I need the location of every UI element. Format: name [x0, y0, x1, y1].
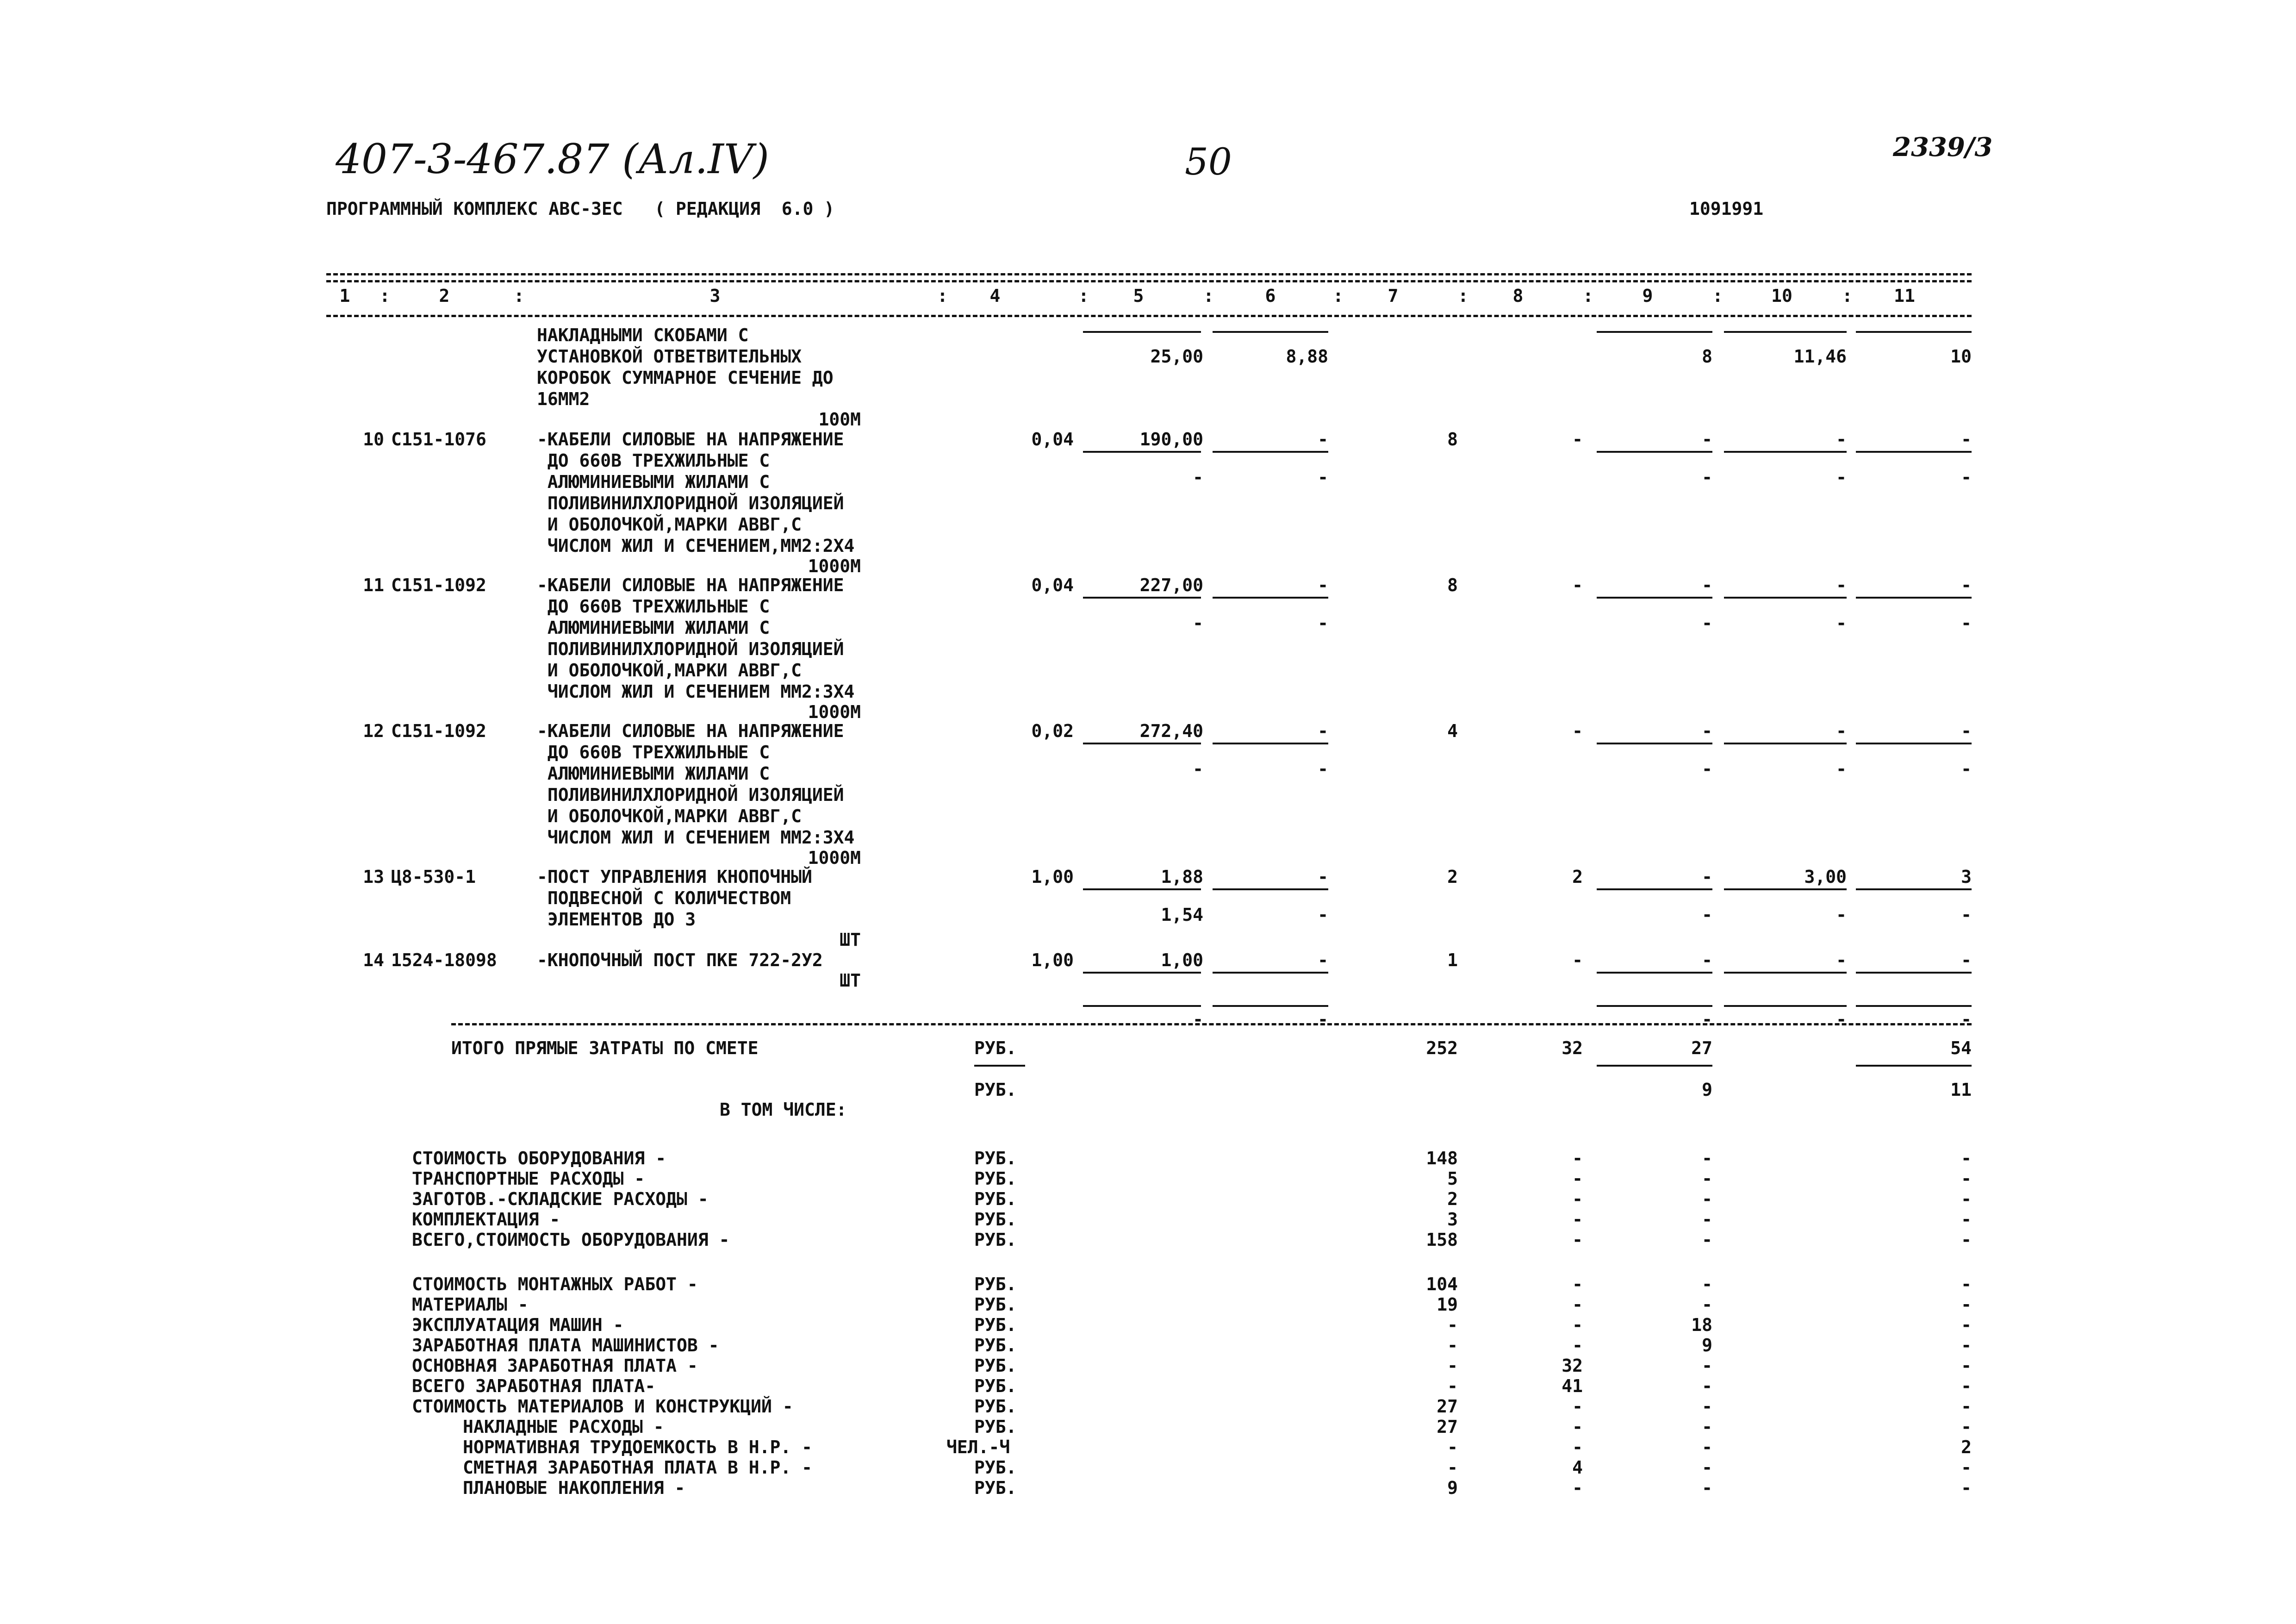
item-col-c8: - — [1572, 429, 1583, 450]
breakdown-col11: - — [1961, 1417, 1972, 1437]
column-number-7: 7 — [1388, 286, 1399, 306]
item-rule-c11 — [1856, 451, 1972, 453]
item-col-c10b: - — [1836, 905, 1847, 925]
item-col-c9b: - — [1702, 613, 1712, 633]
item-col-c6: 8,88 — [1286, 346, 1328, 367]
breakdown-col7: 3 — [1447, 1209, 1458, 1230]
item-description: НАКЛАДНЫМИ СКОБАМИ С УСТАНОВКОЙ ОТВЕТВИТЕЛЬНЫХ КОРОБОК СУММАРНОЕ СЕЧЕНИЕ ДО 16ММ2 — [537, 325, 834, 409]
item-col-c9: - — [1702, 867, 1712, 887]
item-col-c10: - — [1836, 429, 1847, 450]
breakdown-col8: - — [1572, 1396, 1583, 1417]
breakdown-unit: РУБ. — [974, 1335, 1017, 1355]
item-col-c6b: - — [1318, 1009, 1328, 1030]
column-separator-4: : — [1078, 286, 1089, 306]
item-rule-c5 — [1083, 972, 1201, 974]
breakdown-label: ПЛАНОВЫЕ НАКОПЛЕНИЯ - — [463, 1478, 685, 1498]
breakdown-unit: РУБ. — [974, 1478, 1017, 1498]
breakdown-col11: - — [1961, 1209, 1972, 1230]
item-col-c6b: - — [1318, 467, 1328, 487]
item-col-c11b: - — [1961, 1009, 1972, 1030]
item-number: 13 — [363, 867, 384, 887]
breakdown-col11: - — [1961, 1335, 1972, 1355]
item-rule-c5 — [1083, 597, 1201, 599]
breakdown-col7: - — [1447, 1315, 1458, 1335]
breakdown-col8: - — [1572, 1315, 1583, 1335]
item-rule-c9 — [1597, 888, 1712, 890]
totals-col11-b: 11 — [1950, 1080, 1972, 1100]
item-rule-2-c6 — [1213, 1005, 1328, 1007]
breakdown-label: НОРМАТИВНАЯ ТРУДОЕМКОСТЬ В Н.Р. - — [463, 1437, 812, 1457]
breakdown-col9: - — [1702, 1417, 1712, 1437]
totals-unit-2: РУБ. — [974, 1080, 1017, 1100]
breakdown-col11: 2 — [1961, 1437, 1972, 1457]
item-col-c11: - — [1961, 721, 1972, 741]
column-number-11: 11 — [1894, 286, 1915, 306]
totals-col8: 32 — [1562, 1038, 1583, 1058]
item-rule-c9 — [1597, 451, 1712, 453]
item-rule-c10 — [1724, 972, 1847, 974]
breakdown-col8: 4 — [1572, 1457, 1583, 1478]
totals-col9: 27 — [1691, 1038, 1712, 1058]
breakdown-col7: 158 — [1426, 1230, 1458, 1250]
item-col-c10b: - — [1836, 1009, 1847, 1030]
column-number-2: 2 — [439, 286, 450, 306]
item-rule-c5 — [1083, 743, 1201, 744]
item-col-c9: 8 — [1702, 346, 1712, 367]
totals-unit: РУБ. — [974, 1038, 1017, 1058]
breakdown-col8: - — [1572, 1209, 1583, 1230]
breakdown-col11: - — [1961, 1396, 1972, 1417]
item-col-c11: - — [1961, 429, 1972, 450]
item-rule-c6 — [1213, 597, 1328, 599]
breakdown-col7: 104 — [1426, 1274, 1458, 1294]
breakdown-col9: - — [1702, 1437, 1712, 1457]
column-separator-6: : — [1333, 286, 1344, 306]
breakdown-col9: - — [1702, 1230, 1712, 1250]
breakdown-col7: 9 — [1447, 1478, 1458, 1498]
column-number-6: 6 — [1265, 286, 1276, 306]
item-col-c11: - — [1961, 575, 1972, 595]
item-col-c11: - — [1961, 950, 1972, 970]
breakdown-col8: - — [1572, 1189, 1583, 1209]
breakdown-col8: - — [1572, 1478, 1583, 1498]
item-col-c5: 1,00 — [1161, 950, 1203, 970]
program-line: ПРОГРАММНЫЙ КОМПЛЕКС АВС-3ЕС ( РЕДАКЦИЯ 6.0 ) — [326, 199, 835, 219]
breakdown-col8: 32 — [1562, 1355, 1583, 1376]
item-number: 14 — [363, 950, 384, 970]
breakdown-label: ВСЕГО,СТОИМОСТЬ ОБОРУДОВАНИЯ - — [412, 1230, 730, 1250]
breakdown-label: МАТЕРИАЛЫ - — [412, 1294, 529, 1315]
breakdown-col8: - — [1572, 1168, 1583, 1189]
breakdown-col9: - — [1702, 1148, 1712, 1168]
breakdown-unit: РУБ. — [974, 1189, 1017, 1209]
breakdown-col9: 9 — [1702, 1335, 1712, 1355]
item-col-c5b: - — [1193, 759, 1203, 779]
item-col-c7: 8 — [1447, 575, 1458, 595]
item-rule-c9 — [1597, 743, 1712, 744]
totals-rule — [451, 1023, 1972, 1025]
breakdown-col8: - — [1572, 1335, 1583, 1355]
item-rule-2-c9 — [1597, 1005, 1712, 1007]
breakdown-col7: 5 — [1447, 1168, 1458, 1189]
item-col-c10: - — [1836, 575, 1847, 595]
breakdown-col9: - — [1702, 1396, 1712, 1417]
breakdown-label: НАКЛАДНЫЕ РАСХОДЫ - — [463, 1417, 664, 1437]
sheet-reference: 2339/3 — [1893, 132, 1993, 162]
item-rule-c11 — [1856, 743, 1972, 744]
header-bottom-rule — [326, 315, 1972, 317]
item-col-c11b: - — [1961, 759, 1972, 779]
item-col-c5: 1,88 — [1161, 867, 1203, 887]
totals-sub-rule-9 — [1597, 1065, 1712, 1067]
breakdown-col7: - — [1447, 1437, 1458, 1457]
breakdown-col9: - — [1702, 1376, 1712, 1396]
item-number: 10 — [363, 429, 384, 450]
breakdown-unit: РУБ. — [974, 1274, 1017, 1294]
item-col-c10b: - — [1836, 759, 1847, 779]
breakdown-col7: 2 — [1447, 1189, 1458, 1209]
breakdown-col11: - — [1961, 1274, 1972, 1294]
item-unit: ШТ — [840, 930, 861, 950]
item-col-c5b: 1,54 — [1161, 905, 1203, 925]
item-rule-c10 — [1724, 331, 1847, 333]
item-col-c5: 25,00 — [1150, 346, 1203, 367]
breakdown-unit: РУБ. — [974, 1148, 1017, 1168]
item-col-c9: - — [1702, 721, 1712, 741]
breakdown-col11: - — [1961, 1294, 1972, 1315]
item-col-c6b: - — [1318, 905, 1328, 925]
breakdown-label: ВСЕГО ЗАРАБОТНАЯ ПЛАТА- — [412, 1376, 656, 1396]
item-col-qty: 1,00 — [1031, 867, 1074, 887]
breakdown-unit: РУБ. — [974, 1168, 1017, 1189]
item-rule-c11 — [1856, 331, 1972, 333]
breakdown-unit: РУБ. — [974, 1417, 1017, 1437]
item-col-qty: 0,02 — [1031, 721, 1074, 741]
column-number-1: 1 — [339, 286, 350, 306]
item-col-c6b: - — [1318, 613, 1328, 633]
item-col-c10: - — [1836, 950, 1847, 970]
item-description: -КНОПОЧНЫЙ ПОСТ ПКЕ 722-2У2 — [537, 950, 823, 970]
breakdown-col9: - — [1702, 1274, 1712, 1294]
column-number-8: 8 — [1512, 286, 1524, 306]
breakdown-col7: - — [1447, 1335, 1458, 1355]
item-rule-c9 — [1597, 972, 1712, 974]
item-col-c11: 3 — [1961, 867, 1972, 887]
breakdown-label: ЭКСПЛУАТАЦИЯ МАШИН - — [412, 1315, 624, 1335]
breakdown-unit: РУБ. — [974, 1230, 1017, 1250]
item-col-c5: 190,00 — [1139, 429, 1203, 450]
item-code: 1524-18098 — [391, 950, 497, 970]
item-col-c7: 2 — [1447, 867, 1458, 887]
totals-label: ИТОГО ПРЯМЫЕ ЗАТРАТЫ ПО СМЕТЕ — [451, 1038, 759, 1058]
item-unit: 1000М — [808, 556, 861, 576]
item-rule-c5 — [1083, 888, 1201, 890]
item-col-c5: 227,00 — [1139, 575, 1203, 595]
item-col-c7: 1 — [1447, 950, 1458, 970]
totals-col9-b: 9 — [1702, 1080, 1712, 1100]
breakdown-label: СМЕТНАЯ ЗАРАБОТНАЯ ПЛАТА В Н.Р. - — [463, 1457, 812, 1478]
item-col-c11b: - — [1961, 467, 1972, 487]
column-separator-8: : — [1583, 286, 1593, 306]
column-separator-7: : — [1458, 286, 1468, 306]
breakdown-col9: - — [1702, 1294, 1712, 1315]
item-code: С151-1092 — [391, 721, 486, 741]
item-col-c9b: - — [1702, 905, 1712, 925]
item-rule-c6 — [1213, 888, 1328, 890]
item-col-c10: 11,46 — [1793, 346, 1847, 367]
item-number: 12 — [363, 721, 384, 741]
item-rule-c11 — [1856, 597, 1972, 599]
breakdown-col11: - — [1961, 1168, 1972, 1189]
item-rule-c6 — [1213, 331, 1328, 333]
breakdown-col7: - — [1447, 1457, 1458, 1478]
column-separator-1: : — [380, 286, 390, 306]
breakdown-col7: - — [1447, 1376, 1458, 1396]
table-top-rule — [326, 273, 1972, 275]
breakdown-col8: - — [1572, 1437, 1583, 1457]
breakdown-col7: 148 — [1426, 1148, 1458, 1168]
breakdown-col11: - — [1961, 1315, 1972, 1335]
item-description: -КАБЕЛИ СИЛОВЫЕ НА НАПРЯЖЕНИЕ ДО 660В ТРЕХЖИЛЬНЫЕ С АЛЮМИНИЕВЫМИ ЖИЛАМИ С ПОЛИВИНИЛХЛОРИДНОЙ ИЗОЛЯЦИЕЙ И ОБОЛОЧКОЙ,МАРКИ АВВГ,С ЧИСЛОМ ЖИЛ И СЕЧЕНИЕМ ММ2:3Х4 — [537, 721, 855, 848]
breakdown-label: СТОИМОСТЬ ОБОРУДОВАНИЯ - — [412, 1148, 666, 1168]
item-description: -КАБЕЛИ СИЛОВЫЕ НА НАПРЯЖЕНИЕ ДО 660В ТРЕХЖИЛЬНЫЕ С АЛЮМИНИЕВЫМИ ЖИЛАМИ С ПОЛИВИНИЛХЛОРИДНОЙ ИЗОЛЯЦИЕЙ И ОБОЛОЧКОЙ,МАРКИ АВВГ,С ЧИСЛОМ ЖИЛ И СЕЧЕНИЕМ ММ2:3Х4 — [537, 575, 855, 702]
item-col-c6: - — [1318, 721, 1328, 741]
item-rule-c10 — [1724, 743, 1847, 744]
item-col-qty: 0,04 — [1031, 429, 1074, 450]
item-code: С151-1076 — [391, 429, 486, 450]
item-unit: 1000М — [808, 848, 861, 868]
breakdown-col7: 27 — [1437, 1417, 1458, 1437]
item-col-c6: - — [1318, 429, 1328, 450]
breakdown-unit: ЧЕЛ.-Ч — [946, 1437, 1010, 1457]
item-rule-c11 — [1856, 888, 1972, 890]
item-col-c8: - — [1572, 950, 1583, 970]
breakdown-col8: - — [1572, 1417, 1583, 1437]
table-top-rule-2 — [326, 280, 1972, 282]
column-separator-5: : — [1203, 286, 1214, 306]
breakdown-unit: РУБ. — [974, 1294, 1017, 1315]
item-col-c6: - — [1318, 867, 1328, 887]
column-number-4: 4 — [989, 286, 1001, 306]
totals-sub-rule-4 — [974, 1065, 1025, 1067]
item-rule-c6 — [1213, 743, 1328, 744]
document-id: 1091991 — [1689, 199, 1764, 219]
item-rule-2-c10 — [1724, 1005, 1847, 1007]
item-rule-2-c5 — [1083, 1005, 1201, 1007]
breakdown-label: СТОИМОСТЬ МАТЕРИАЛОВ И КОНСТРУКЦИЙ - — [412, 1396, 793, 1417]
breakdown-col11: - — [1961, 1230, 1972, 1250]
item-col-qty: 1,00 — [1031, 950, 1074, 970]
column-separator-9: : — [1712, 286, 1723, 306]
breakdown-label: КОМПЛЕКТАЦИЯ - — [412, 1209, 560, 1230]
column-separator-2: : — [514, 286, 524, 306]
breakdown-unit: РУБ. — [974, 1315, 1017, 1335]
document-code: 407-3-467.87 (Ал.IV) — [336, 135, 769, 183]
column-number-9: 9 — [1642, 286, 1653, 306]
item-col-c11b: - — [1961, 905, 1972, 925]
totals-col7: 252 — [1426, 1038, 1458, 1058]
breakdown-col7: - — [1447, 1355, 1458, 1376]
item-col-c9: - — [1702, 575, 1712, 595]
item-col-c7: 8 — [1447, 429, 1458, 450]
item-col-c6b: - — [1318, 759, 1328, 779]
item-code: С151-1092 — [391, 575, 486, 595]
item-rule-c5 — [1083, 451, 1201, 453]
breakdown-col11: - — [1961, 1355, 1972, 1376]
breakdown-col9: - — [1702, 1209, 1712, 1230]
including-label: В ТОМ ЧИСЛЕ: — [720, 1099, 847, 1120]
breakdown-col9: - — [1702, 1478, 1712, 1498]
item-rule-c11 — [1856, 972, 1972, 974]
item-unit: 100М — [818, 409, 861, 430]
column-number-5: 5 — [1133, 286, 1144, 306]
column-number-3: 3 — [709, 286, 721, 306]
item-col-c10b: - — [1836, 613, 1847, 633]
breakdown-col11: - — [1961, 1189, 1972, 1209]
breakdown-unit: РУБ. — [974, 1396, 1017, 1417]
item-col-c6: - — [1318, 575, 1328, 595]
breakdown-label: СТОИМОСТЬ МОНТАЖНЫХ РАБОТ - — [412, 1274, 698, 1294]
item-col-c5b: - — [1193, 613, 1203, 633]
breakdown-col11: - — [1961, 1457, 1972, 1478]
item-col-c10: 3,00 — [1804, 867, 1847, 887]
item-description: -КАБЕЛИ СИЛОВЫЕ НА НАПРЯЖЕНИЕ ДО 660В ТРЕХЖИЛЬНЫЕ С АЛЮМИНИЕВЫМИ ЖИЛАМИ С ПОЛИВИНИЛХЛОРИДНОЙ ИЗОЛЯЦИЕЙ И ОБОЛОЧКОЙ,МАРКИ АВВГ,С ЧИСЛОМ ЖИЛ И СЕЧЕНИЕМ,ММ2:2Х4 — [537, 429, 855, 556]
item-unit: 1000М — [808, 702, 861, 722]
breakdown-col7: 27 — [1437, 1396, 1458, 1417]
item-rule-c6 — [1213, 972, 1328, 974]
breakdown-col9: - — [1702, 1168, 1712, 1189]
breakdown-col8: 41 — [1562, 1376, 1583, 1396]
item-number: 11 — [363, 575, 384, 595]
item-unit: ШТ — [840, 970, 861, 991]
item-rule-c6 — [1213, 451, 1328, 453]
item-rule-c9 — [1597, 331, 1712, 333]
item-col-c11: 10 — [1950, 346, 1972, 367]
item-rule-c10 — [1724, 597, 1847, 599]
breakdown-col9: 18 — [1691, 1315, 1712, 1335]
breakdown-col8: - — [1572, 1274, 1583, 1294]
item-rule-c10 — [1724, 888, 1847, 890]
breakdown-col7: 19 — [1437, 1294, 1458, 1315]
column-number-10: 10 — [1771, 286, 1792, 306]
item-col-c9b: - — [1702, 759, 1712, 779]
breakdown-unit: РУБ. — [974, 1457, 1017, 1478]
totals-sub-rule-11 — [1856, 1065, 1972, 1067]
breakdown-col8: - — [1572, 1148, 1583, 1168]
item-rule-c5 — [1083, 331, 1201, 333]
item-col-c8: - — [1572, 721, 1583, 741]
breakdown-col11: - — [1961, 1478, 1972, 1498]
item-col-c9b: - — [1702, 467, 1712, 487]
breakdown-col8: - — [1572, 1294, 1583, 1315]
item-col-qty: 0,04 — [1031, 575, 1074, 595]
breakdown-col9: - — [1702, 1457, 1712, 1478]
column-separator-3: : — [937, 286, 948, 306]
item-description: -ПОСТ УПРАВЛЕНИЯ КНОПОЧНЫЙ ПОДВЕСНОЙ С КОЛИЧЕСТВОМ ЭЛЕМЕНТОВ ДО 3 — [537, 867, 812, 930]
item-col-c7: 4 — [1447, 721, 1458, 741]
breakdown-unit: РУБ. — [974, 1355, 1017, 1376]
breakdown-col11: - — [1961, 1376, 1972, 1396]
breakdown-col9: - — [1702, 1189, 1712, 1209]
item-col-c5b: - — [1193, 467, 1203, 487]
item-col-c11b: - — [1961, 613, 1972, 633]
item-col-c10: - — [1836, 721, 1847, 741]
item-col-c5: 272,40 — [1139, 721, 1203, 741]
item-code: Ц8-530-1 — [391, 867, 476, 887]
item-col-c9: - — [1702, 950, 1712, 970]
breakdown-col8: - — [1572, 1230, 1583, 1250]
item-col-c8: - — [1572, 575, 1583, 595]
breakdown-col9: - — [1702, 1355, 1712, 1376]
breakdown-label: ТРАНСПОРТНЫЕ РАСХОДЫ - — [412, 1168, 645, 1189]
column-separator-10: : — [1842, 286, 1853, 306]
page-number: 50 — [1185, 140, 1232, 183]
breakdown-label: ЗАРАБОТНАЯ ПЛАТА МАШИНИСТОВ - — [412, 1335, 719, 1355]
item-rule-2-c11 — [1856, 1005, 1972, 1007]
item-col-c9b: - — [1702, 1009, 1712, 1030]
item-rule-c9 — [1597, 597, 1712, 599]
item-col-c5b: - — [1193, 1009, 1203, 1030]
item-col-c10b: - — [1836, 467, 1847, 487]
breakdown-col11: - — [1961, 1148, 1972, 1168]
totals-col11: 54 — [1950, 1038, 1972, 1058]
breakdown-unit: РУБ. — [974, 1209, 1017, 1230]
breakdown-label: ЗАГОТОВ.-СКЛАДСКИЕ РАСХОДЫ - — [412, 1189, 709, 1209]
breakdown-unit: РУБ. — [974, 1376, 1017, 1396]
item-col-c8: 2 — [1572, 867, 1583, 887]
breakdown-label: ОСНОВНАЯ ЗАРАБОТНАЯ ПЛАТА - — [412, 1355, 698, 1376]
item-col-c6: - — [1318, 950, 1328, 970]
item-col-c9: - — [1702, 429, 1712, 450]
item-rule-c10 — [1724, 451, 1847, 453]
